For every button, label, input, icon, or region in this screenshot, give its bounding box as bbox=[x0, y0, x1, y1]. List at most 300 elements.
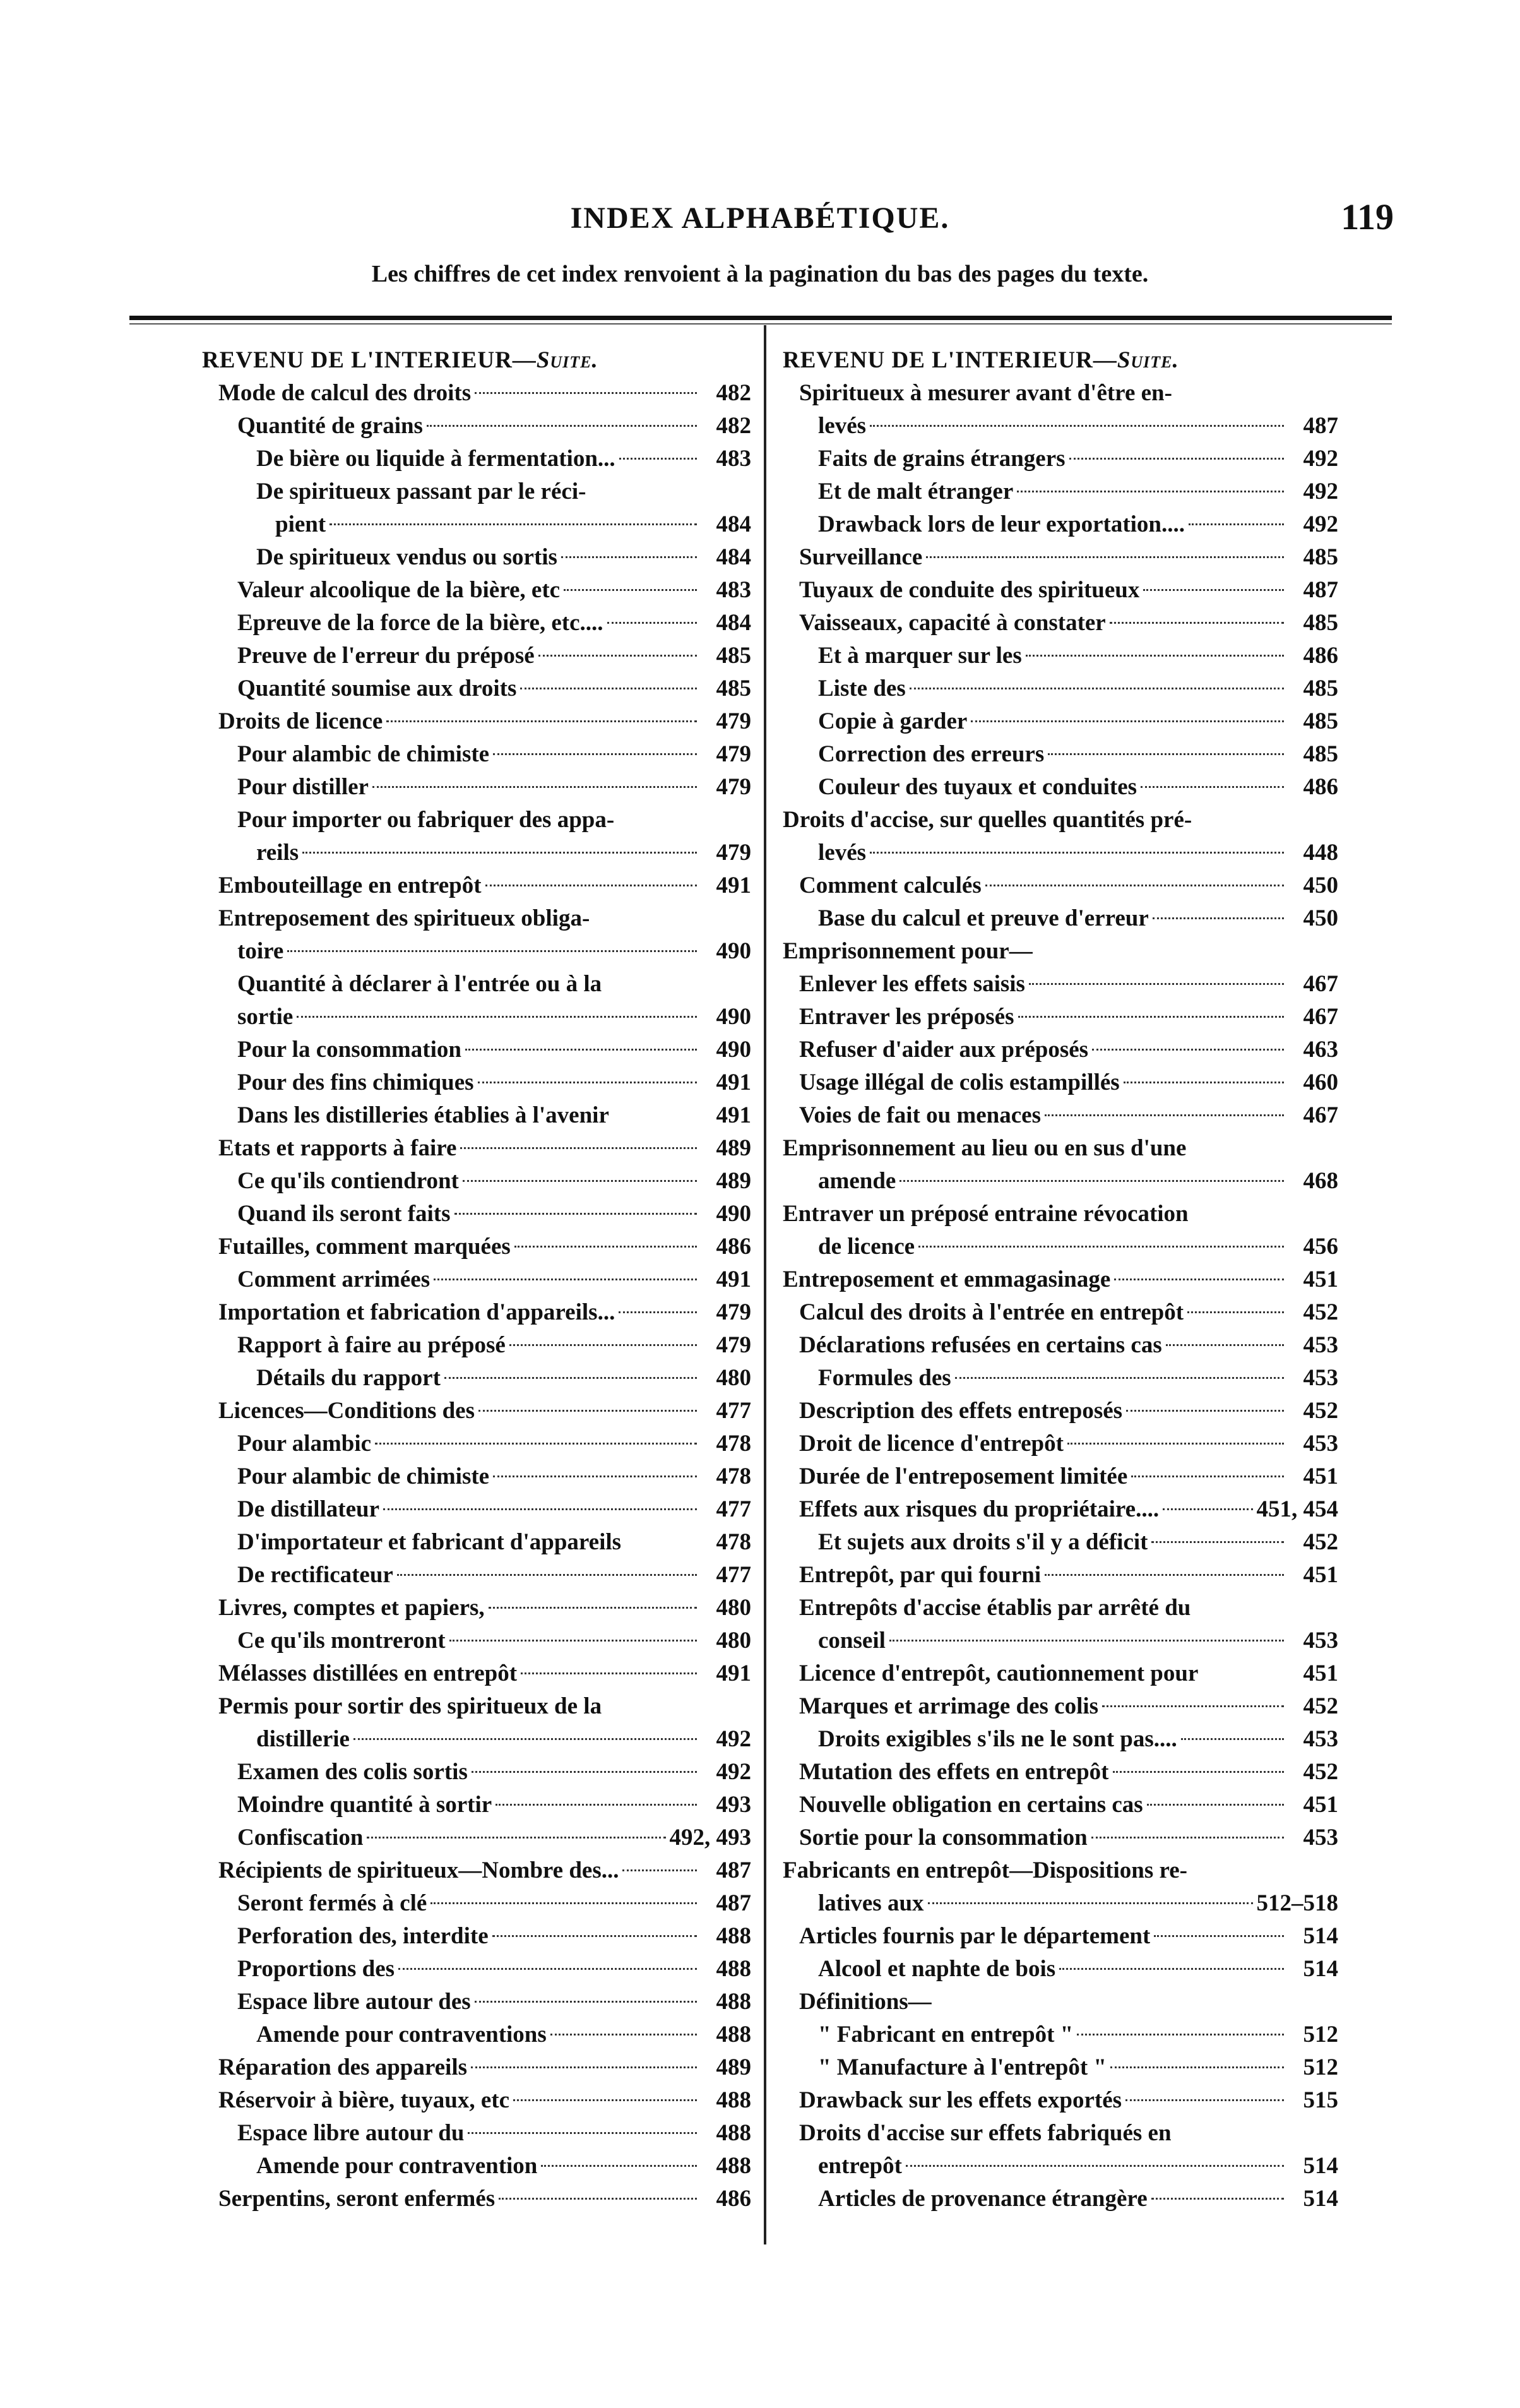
dot-leader bbox=[492, 1935, 697, 1937]
index-entry-label: Espace libre autour des bbox=[237, 1989, 471, 2015]
index-entry-page: 453 bbox=[1303, 1628, 1338, 1654]
index-entry-label: Quantité à déclarer à l'entrée ou à la bbox=[237, 971, 602, 997]
dot-leader bbox=[1017, 491, 1284, 492]
dot-leader bbox=[541, 2165, 697, 2167]
index-entry-label: pient bbox=[275, 511, 326, 537]
index-entry bbox=[783, 1198, 1338, 1231]
dot-leader bbox=[430, 1902, 697, 1904]
index-entry bbox=[783, 1854, 1338, 1887]
index-entry-label: Pour alambic bbox=[237, 1431, 372, 1457]
index-entry bbox=[202, 443, 751, 475]
index-entry bbox=[202, 1066, 751, 1099]
dot-leader bbox=[1091, 1837, 1284, 1839]
dot-leader bbox=[1163, 1508, 1252, 1510]
index-entry-page: 453 bbox=[1303, 1365, 1338, 1391]
index-entry-page: 467 bbox=[1303, 1102, 1338, 1128]
index-entry bbox=[202, 1920, 751, 1953]
index-entry-label: Licence d'entrepôt, cautionnement pour bbox=[799, 1660, 1199, 1686]
index-entry bbox=[783, 869, 1338, 902]
dot-leader bbox=[918, 1246, 1284, 1248]
index-entry bbox=[202, 1821, 751, 1854]
index-entry-page: 480 bbox=[716, 1595, 751, 1621]
dot-leader bbox=[496, 1804, 697, 1806]
index-entry-suite: Suite. bbox=[536, 347, 598, 373]
dot-leader bbox=[489, 1607, 697, 1609]
index-entry-page: 451, 454 bbox=[1256, 1496, 1338, 1522]
index-entry-label: Effets aux risques du propriétaire.... bbox=[799, 1496, 1160, 1522]
index-entry bbox=[783, 2183, 1338, 2215]
index-entry bbox=[783, 705, 1338, 738]
dot-leader bbox=[1143, 589, 1284, 591]
index-entry bbox=[783, 1231, 1338, 1263]
index-entry-label: levés bbox=[818, 840, 867, 866]
index-entry-page: 452 bbox=[1303, 1759, 1338, 1785]
index-entry bbox=[783, 541, 1338, 574]
index-entry-label: Droits de licence bbox=[218, 708, 383, 734]
index-entry-label: Articles de provenance étrangère bbox=[818, 2186, 1148, 2212]
index-entry bbox=[783, 1789, 1338, 1821]
index-entry-page: 492 bbox=[1303, 446, 1338, 472]
index-entry bbox=[202, 1395, 751, 1428]
dot-leader bbox=[434, 1279, 697, 1280]
index-entry bbox=[783, 1723, 1338, 1756]
index-entry bbox=[202, 1362, 751, 1395]
index-entry-label: conseil bbox=[818, 1628, 886, 1654]
dot-leader bbox=[870, 852, 1284, 854]
index-entry bbox=[202, 672, 751, 705]
index-entry bbox=[783, 1034, 1338, 1066]
dot-leader bbox=[375, 1443, 697, 1445]
running-title: INDEX ALPHABÉTIQUE. bbox=[570, 201, 950, 235]
index-entry-page: 489 bbox=[716, 1168, 751, 1194]
index-entry-label: Etats et rapports à faire bbox=[218, 1135, 457, 1161]
dot-leader bbox=[460, 1147, 697, 1149]
index-entry bbox=[202, 1690, 751, 1723]
index-entry bbox=[783, 968, 1338, 1001]
index-entry-page: 491 bbox=[716, 873, 751, 898]
index-entry-page: 492 bbox=[716, 1759, 751, 1785]
index-entry-page: 490 bbox=[716, 1201, 751, 1227]
dot-leader bbox=[1110, 2066, 1284, 2068]
index-entry-page: 493 bbox=[716, 1792, 751, 1818]
index-entry-label: Pour la consommation bbox=[237, 1037, 461, 1063]
dot-leader bbox=[513, 2099, 697, 2101]
index-entry bbox=[202, 2084, 751, 2117]
index-entry-page: 485 bbox=[1303, 610, 1338, 636]
dot-leader bbox=[1153, 917, 1284, 919]
index-entry-page: 485 bbox=[716, 643, 751, 669]
index-entry bbox=[783, 1756, 1338, 1789]
index-entry bbox=[202, 1263, 751, 1296]
index-entry-page: 488 bbox=[716, 2087, 751, 2113]
dot-leader bbox=[870, 425, 1284, 427]
index-entry-page: 484 bbox=[716, 610, 751, 636]
index-entry bbox=[202, 1198, 751, 1231]
dot-leader bbox=[1048, 753, 1284, 755]
index-entry bbox=[783, 640, 1338, 672]
dot-leader bbox=[398, 1968, 697, 1970]
dot-leader bbox=[1147, 1804, 1284, 1806]
index-entry-label: Entraver un préposé entraine révocation bbox=[783, 1201, 1189, 1227]
index-entry-label: Correction des erreurs bbox=[818, 741, 1045, 767]
index-entry-label: Drawback sur les effets exportés bbox=[799, 2087, 1122, 2113]
dot-leader bbox=[889, 1640, 1284, 1642]
index-entry bbox=[202, 1460, 751, 1493]
dot-leader bbox=[427, 425, 697, 427]
dot-leader bbox=[926, 556, 1284, 558]
dot-leader bbox=[493, 1475, 697, 1477]
index-entry-label: Comment calculés bbox=[799, 873, 982, 898]
index-entry-label: De spiritueux passant par le réci- bbox=[256, 479, 586, 504]
index-entry-label: " Fabricant en entrepôt " bbox=[818, 2022, 1074, 2047]
index-entry-label: Spiritueux à mesurer avant d'être en- bbox=[799, 380, 1172, 406]
column-divider bbox=[764, 325, 766, 2244]
index-entry-page: 479 bbox=[716, 774, 751, 800]
index-entry bbox=[202, 574, 751, 607]
index-entry-page: 479 bbox=[716, 1332, 751, 1358]
index-entry bbox=[783, 344, 1338, 377]
index-entry-page: 514 bbox=[1303, 1956, 1338, 1982]
index-entry-label: Enlever les effets saisis bbox=[799, 971, 1025, 997]
index-entry-label: Ce qu'ils montreront bbox=[237, 1628, 446, 1654]
dot-leader bbox=[478, 1410, 697, 1412]
index-entry bbox=[783, 1296, 1338, 1329]
index-entry-page: 479 bbox=[716, 741, 751, 767]
index-entry-page: 451 bbox=[1303, 1562, 1338, 1588]
index-entry bbox=[202, 508, 751, 541]
index-entry-label: Droits d'accise sur effets fabriqués en bbox=[799, 2120, 1172, 2146]
index-entry bbox=[783, 804, 1338, 837]
index-entry bbox=[202, 1592, 751, 1624]
dot-leader bbox=[485, 885, 697, 886]
index-entry bbox=[202, 1953, 751, 1986]
dot-leader bbox=[561, 556, 697, 558]
dot-leader bbox=[386, 720, 697, 722]
dot-leader bbox=[1181, 1738, 1284, 1740]
index-entry bbox=[783, 738, 1338, 771]
index-entry bbox=[202, 2018, 751, 2051]
index-entry-label: Surveillance bbox=[799, 544, 923, 570]
dot-leader bbox=[1166, 1344, 1284, 1346]
index-entry bbox=[783, 1460, 1338, 1493]
index-entry-page: 460 bbox=[1303, 1070, 1338, 1095]
index-entry bbox=[202, 1099, 751, 1132]
index-entry bbox=[783, 2018, 1338, 2051]
index-entry-label: Récipients de spiritueux—Nombre des... bbox=[218, 1857, 619, 1883]
index-entry-page: 486 bbox=[1303, 643, 1338, 669]
index-entry-label: Embouteillage en entrepôt bbox=[218, 873, 482, 898]
index-entry-page: 488 bbox=[716, 2153, 751, 2179]
index-entry-page: 478 bbox=[716, 1529, 751, 1555]
index-entry-label: Preuve de l'erreur du préposé bbox=[237, 643, 535, 669]
index-entry-label: Entreposement et emmagasinage bbox=[783, 1267, 1111, 1292]
index-entry-label: Entrepôts d'accise établis par arrêté du bbox=[799, 1595, 1191, 1621]
index-entry bbox=[202, 1132, 751, 1165]
index-entry-label: Description des effets entreposés bbox=[799, 1398, 1123, 1424]
index-entry bbox=[202, 804, 751, 837]
index-entry-label: Articles fournis par le département bbox=[799, 1923, 1151, 1949]
index-entry-page: 452 bbox=[1303, 1529, 1338, 1555]
dot-leader bbox=[1110, 622, 1284, 624]
index-entry-label: Epreuve de la force de la bière, etc.... bbox=[237, 610, 603, 636]
index-entry-page: 484 bbox=[716, 544, 751, 570]
index-entry-page: 452 bbox=[1303, 1693, 1338, 1719]
index-entry-page: 467 bbox=[1303, 971, 1338, 997]
index-entry-page: 512–518 bbox=[1256, 1890, 1338, 1916]
index-entry bbox=[202, 1329, 751, 1362]
index-entry-page: 514 bbox=[1303, 2153, 1338, 2179]
index-entry-page: 488 bbox=[716, 1923, 751, 1949]
dot-leader bbox=[564, 589, 697, 591]
dot-leader bbox=[1187, 1311, 1284, 1313]
index-entry bbox=[783, 1920, 1338, 1953]
dot-leader bbox=[1141, 786, 1284, 788]
index-entry bbox=[783, 410, 1338, 443]
index-entry-label: Quantité de grains bbox=[237, 413, 423, 439]
index-entry-page: 480 bbox=[716, 1365, 751, 1391]
index-entry-page: 451 bbox=[1303, 1267, 1338, 1292]
index-entry bbox=[202, 869, 751, 902]
index-entry-page: 483 bbox=[716, 577, 751, 603]
index-entry-label: distillerie bbox=[256, 1726, 350, 1752]
index-entry-page: 448 bbox=[1303, 840, 1338, 866]
dot-leader bbox=[499, 2198, 697, 2200]
index-entry-label: Droit de licence d'entrepôt bbox=[799, 1431, 1064, 1457]
index-entry-page: 456 bbox=[1303, 1234, 1338, 1260]
index-entry bbox=[783, 1624, 1338, 1657]
dot-leader bbox=[1131, 1475, 1284, 1477]
index-entry bbox=[783, 1493, 1338, 1526]
index-entry-page: 484 bbox=[716, 511, 751, 537]
dot-leader bbox=[463, 1180, 697, 1182]
index-entry-page: 467 bbox=[1303, 1004, 1338, 1030]
index-entry-page: 477 bbox=[716, 1398, 751, 1424]
index-entry bbox=[783, 1362, 1338, 1395]
index-entry-label: Proportions des bbox=[237, 1956, 395, 1982]
index-entry-label: Tuyaux de conduite des spiritueux bbox=[799, 577, 1140, 603]
index-entry bbox=[783, 443, 1338, 475]
dot-leader bbox=[1059, 1968, 1284, 1970]
index-entry-label: Drawback lors de leur exportation.... bbox=[818, 511, 1185, 537]
index-entry-label: Pour alambic de chimiste bbox=[237, 741, 490, 767]
dot-leader bbox=[985, 885, 1284, 886]
index-entry-page: 482 bbox=[716, 413, 751, 439]
index-entry-page: 452 bbox=[1303, 1299, 1338, 1325]
index-entry-label: Entraver les préposés bbox=[799, 1004, 1014, 1030]
dot-leader bbox=[1124, 1082, 1284, 1083]
index-entry bbox=[202, 1756, 751, 1789]
dot-leader bbox=[287, 950, 697, 952]
index-entry bbox=[202, 1001, 751, 1034]
index-entry-page: 492 bbox=[1303, 511, 1338, 537]
index-entry bbox=[783, 2084, 1338, 2117]
dot-leader bbox=[1114, 1279, 1284, 1280]
dot-leader bbox=[367, 1837, 665, 1839]
index-entry bbox=[783, 1690, 1338, 1723]
index-entry-page: 514 bbox=[1303, 2186, 1338, 2212]
dot-leader bbox=[1126, 1410, 1284, 1412]
index-entry bbox=[202, 935, 751, 968]
index-entry-page: 488 bbox=[716, 1956, 751, 1982]
index-entry-label: toire bbox=[237, 938, 284, 964]
index-entry bbox=[202, 1526, 751, 1559]
index-entry bbox=[202, 344, 751, 377]
index-entry bbox=[783, 1165, 1338, 1198]
dot-leader bbox=[493, 753, 697, 755]
index-entry bbox=[202, 607, 751, 640]
dot-leader bbox=[475, 392, 697, 394]
index-entry-label: De spiritueux vendus ou sortis bbox=[256, 544, 557, 570]
index-entry-label: De distillateur bbox=[237, 1496, 380, 1522]
index-entry-label: Espace libre autour du bbox=[237, 2120, 465, 2146]
dot-leader bbox=[475, 2001, 697, 2003]
index-column-right bbox=[783, 344, 1338, 2215]
index-entry-page: 479 bbox=[716, 1299, 751, 1325]
dot-leader bbox=[449, 1640, 697, 1642]
index-entry-label: Amende pour contraventions bbox=[256, 2022, 547, 2047]
index-entry-page: 485 bbox=[1303, 676, 1338, 701]
index-entry bbox=[783, 1526, 1338, 1559]
dot-leader bbox=[1113, 1771, 1284, 1773]
index-entry-page: 512 bbox=[1303, 2054, 1338, 2080]
index-entry bbox=[202, 837, 751, 869]
dot-leader bbox=[1102, 1705, 1284, 1707]
dot-leader bbox=[521, 1672, 697, 1674]
index-entry bbox=[783, 2117, 1338, 2150]
index-entry-page: 453 bbox=[1303, 1825, 1338, 1851]
index-entry-label: Déclarations refusées en certains cas bbox=[799, 1332, 1162, 1358]
index-entry-page: 451 bbox=[1303, 1463, 1338, 1489]
dot-leader bbox=[538, 655, 697, 657]
index-entry-label: Voies de fait ou menaces bbox=[799, 1102, 1041, 1128]
dot-leader bbox=[900, 1180, 1284, 1182]
index-entry-label: entrepôt bbox=[818, 2153, 902, 2179]
index-entry-label: Importation et fabrication d'appareils... bbox=[218, 1299, 615, 1325]
dot-leader bbox=[468, 2132, 697, 2134]
index-entry bbox=[783, 1329, 1338, 1362]
index-entry-page: 463 bbox=[1303, 1037, 1338, 1063]
index-entry bbox=[783, 377, 1338, 410]
index-entry-page: 512 bbox=[1303, 2022, 1338, 2047]
index-entry bbox=[783, 1559, 1338, 1592]
index-entry-page: 477 bbox=[716, 1496, 751, 1522]
index-entry bbox=[783, 1592, 1338, 1624]
index-entry bbox=[783, 475, 1338, 508]
index-entry bbox=[783, 1428, 1338, 1460]
index-entry-page: 485 bbox=[1303, 708, 1338, 734]
index-entry bbox=[202, 902, 751, 935]
index-entry-page: 492 bbox=[1303, 479, 1338, 504]
dot-leader bbox=[383, 1508, 697, 1510]
index-entry-page: 485 bbox=[716, 676, 751, 701]
index-entry-page: 486 bbox=[716, 2186, 751, 2212]
index-entry bbox=[783, 1887, 1338, 1920]
index-entry-page: 491 bbox=[716, 1102, 751, 1128]
dot-leader bbox=[607, 622, 697, 624]
index-entry-label: reils bbox=[256, 840, 299, 866]
index-entry-page: 450 bbox=[1303, 873, 1338, 898]
index-entry-page: 453 bbox=[1303, 1431, 1338, 1457]
index-entry-label: Droits d'accise, sur quelles quantités pré- bbox=[783, 807, 1192, 833]
index-entry-label: Faits de grains étrangers bbox=[818, 446, 1066, 472]
index-entry-label: Pour distiller bbox=[237, 774, 369, 800]
dot-leader bbox=[1045, 1574, 1284, 1576]
index-entry-label: Serpentins, seront enfermés bbox=[218, 2186, 496, 2212]
dot-leader bbox=[471, 2066, 697, 2068]
index-entry-label: Confiscation bbox=[237, 1825, 364, 1851]
dot-leader bbox=[520, 688, 697, 689]
dot-leader bbox=[1029, 983, 1284, 985]
index-entry-label: Et à marquer sur les bbox=[818, 643, 1022, 669]
index-entry-label: Formules des bbox=[818, 1365, 951, 1391]
header-rule-thin bbox=[129, 323, 1392, 325]
index-column-left bbox=[202, 344, 751, 2215]
index-entry-suite: Suite. bbox=[1117, 347, 1179, 373]
index-entry bbox=[202, 1165, 751, 1198]
index-entry-page: 485 bbox=[1303, 544, 1338, 570]
index-entry-page: 452 bbox=[1303, 1398, 1338, 1424]
index-entry-label: Copie à garder bbox=[818, 708, 968, 734]
index-entry-page: 478 bbox=[716, 1431, 751, 1457]
index-entry bbox=[202, 705, 751, 738]
index-entry bbox=[202, 475, 751, 508]
dot-leader bbox=[444, 1377, 697, 1379]
dot-leader bbox=[1125, 2099, 1284, 2101]
index-entry-label: Et sujets aux droits s'il y a déficit bbox=[818, 1529, 1148, 1555]
index-entry-page: 515 bbox=[1303, 2087, 1338, 2113]
index-entry-label: Entreposement des spiritueux obliga- bbox=[218, 905, 590, 931]
index-entry bbox=[202, 968, 751, 1001]
index-entry bbox=[783, 1132, 1338, 1165]
index-entry-label: Pour des fins chimiques bbox=[237, 1070, 474, 1095]
index-entry bbox=[202, 1559, 751, 1592]
index-entry-label: Usage illégal de colis estampillés bbox=[799, 1070, 1120, 1095]
index-entry bbox=[783, 1099, 1338, 1132]
index-entry bbox=[202, 1493, 751, 1526]
index-entry bbox=[202, 1296, 751, 1329]
dot-leader bbox=[465, 1049, 697, 1051]
index-entry-label: latives aux bbox=[818, 1890, 924, 1916]
index-entry-page: 451 bbox=[1303, 1792, 1338, 1818]
index-entry bbox=[202, 640, 751, 672]
index-entry-label: amende bbox=[818, 1168, 896, 1194]
index-entry-label: Sortie pour la consommation bbox=[799, 1825, 1088, 1851]
index-entry-page: 450 bbox=[1303, 905, 1338, 931]
index-entry-label: REVENU DE L'INTERIEUR—Suite. bbox=[202, 347, 598, 373]
index-entry-page: 489 bbox=[716, 2054, 751, 2080]
index-entry bbox=[202, 1657, 751, 1690]
index-entry-page: 492, 493 bbox=[669, 1825, 751, 1851]
dot-leader bbox=[1092, 1049, 1284, 1051]
index-entry-label: De rectificateur bbox=[237, 1562, 393, 1588]
index-entry-label: Et de malt étranger bbox=[818, 479, 1014, 504]
dot-leader bbox=[1018, 1016, 1285, 1018]
index-entry-label: Permis pour sortir des spiritueux de la bbox=[218, 1693, 602, 1719]
index-entry-label: Durée de l'entreposement limitée bbox=[799, 1463, 1128, 1489]
dot-leader bbox=[619, 458, 697, 460]
dot-leader bbox=[550, 2034, 697, 2035]
index-entry-page: 468 bbox=[1303, 1168, 1338, 1194]
dot-leader bbox=[514, 1246, 697, 1248]
index-entry-page: 480 bbox=[716, 1628, 751, 1654]
index-entry-label: Entrepôt, par qui fourni bbox=[799, 1562, 1042, 1588]
index-entry-label: " Manufacture à l'entrepôt " bbox=[818, 2054, 1107, 2080]
index-entry bbox=[783, 1263, 1338, 1296]
index-entry-page: 453 bbox=[1303, 1726, 1338, 1752]
index-entry-label: Définitions— bbox=[799, 1989, 932, 2015]
index-entry bbox=[783, 1066, 1338, 1099]
index-entry-label: REVENU DE L'INTERIEUR—Suite. bbox=[783, 347, 1179, 373]
